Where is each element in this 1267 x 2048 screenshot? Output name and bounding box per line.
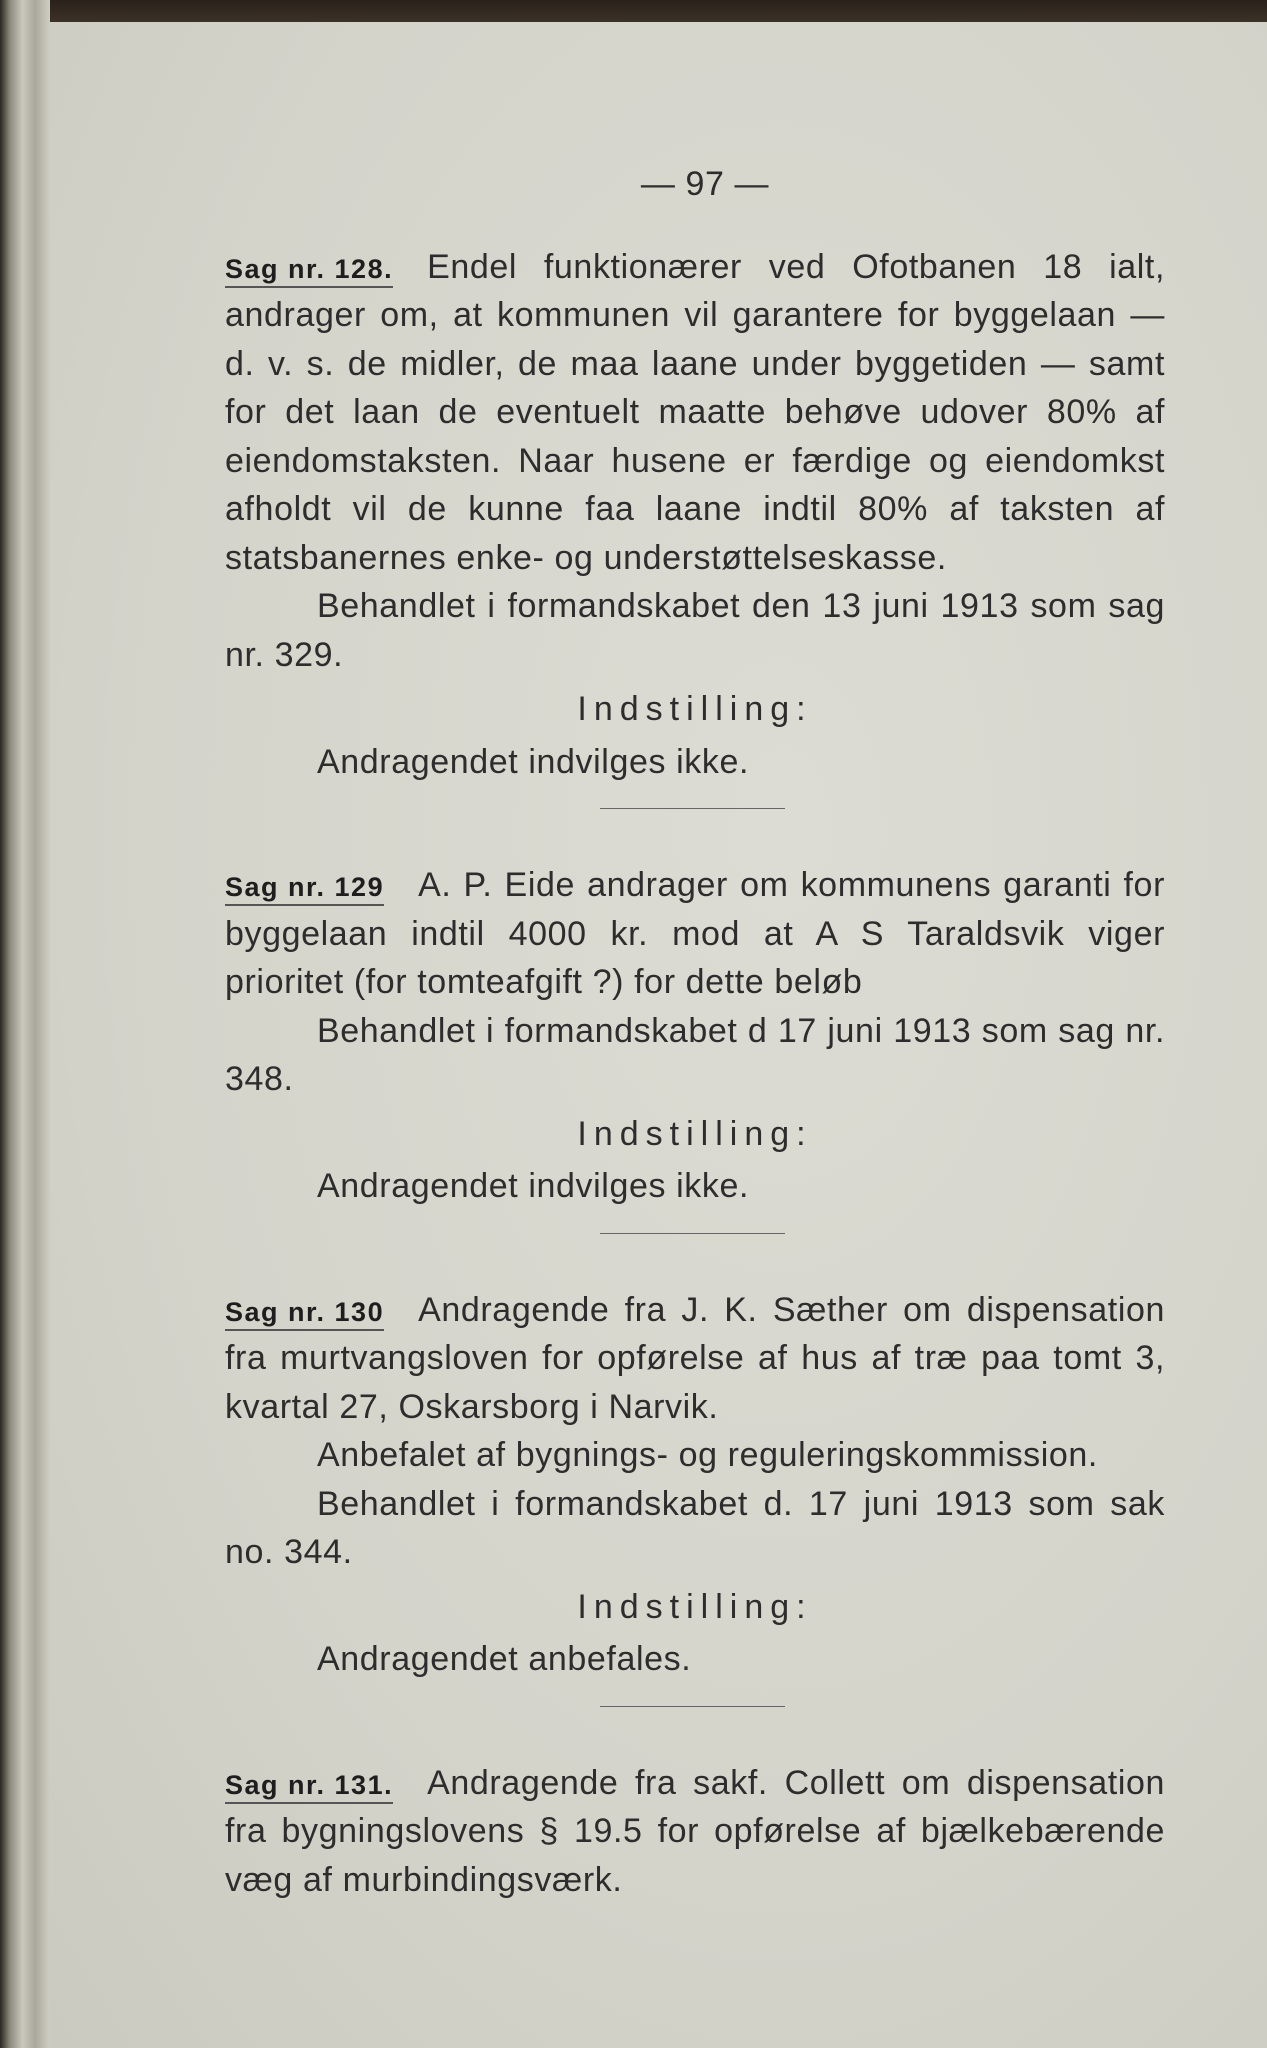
page-number: — 97 — (640, 165, 770, 203)
case-number-label: Sag nr. 131. (225, 1770, 393, 1804)
case-129 (225, 861, 1165, 1211)
book-edge-top (0, 0, 1267, 22)
recommendation-text: Andragendet anbefales. (317, 1640, 692, 1678)
case-number-label: Sag nr. 128. (225, 254, 393, 288)
page-content (225, 160, 1165, 1904)
recommendation-text: Andragendet indvilges ikke. (317, 1167, 750, 1205)
case-treatment: Behandlet i formandskabet d 17 juni 1913 som sag nr. 348. (225, 1011, 1165, 1098)
recommendation-text: Andragendet indvilges ikke. (317, 742, 750, 781)
section-divider (600, 808, 785, 809)
recommendation-heading: Indstilling: (577, 1587, 813, 1626)
book-spine (0, 0, 50, 2048)
case-number-label: Sag nr. 129 (225, 872, 384, 906)
recommendation-heading: Indstilling: (577, 1114, 813, 1153)
case-131 (225, 1759, 1165, 1905)
case-treatment: Behandlet i formandskabet den 13 juni 1913 som sag nr. 329. (225, 587, 1165, 674)
case-description: Andragende fra sakf. Collett om dispensation fra bygningslovens § 19.5 for opførelse af bjælkebærende væg af murbindingsværk. (225, 1763, 1165, 1899)
case-description: Endel funktionærer ved Ofotbanen 18 ialt, andrager om, at kommunen vil garantere for byggelaan — d. v. s. de midler, de maa laane under byggetiden — samt for det laan de eventuelt maatte behøve udover 80% af eiendomstaksten. Naar husene er færdige og eiendomkst afholdt vil de kunne faa laane indtil 80% af taksten af statsbanernes enke- og understøttelseskasse. (225, 247, 1165, 577)
section-divider (600, 1233, 785, 1234)
case-intro (225, 861, 1165, 1007)
case-128 (225, 243, 1165, 787)
case-description: Andragende fra J. K. Sæther om dispensation fra murtvangsloven for opførelse af hus af træ paa tomt 3, kvartal 27, Oskarsborg i Narvik. (225, 1290, 1165, 1426)
section-divider (600, 1706, 785, 1707)
case-description: A. P. Eide andrager om kommunens garanti for byggelaan indtil 4000 kr. mod at A S Taraldsvik viger prioritet (for tomteafgift ?) for dette beløb (225, 866, 1165, 1001)
case-treatment: Behandlet i formandskabet d. 17 juni 1913 som sak no. 344. (225, 1484, 1165, 1571)
case-intro (225, 1286, 1165, 1432)
case-number-label: Sag nr. 130 (225, 1297, 384, 1331)
recommendation-heading: Indstilling: (577, 690, 813, 728)
case-130 (225, 1286, 1165, 1684)
case-intro (225, 243, 1165, 583)
case-recommendation-note: Anbefalet af bygnings- og reguleringskommission. (317, 1436, 1098, 1474)
case-intro (225, 1759, 1165, 1905)
